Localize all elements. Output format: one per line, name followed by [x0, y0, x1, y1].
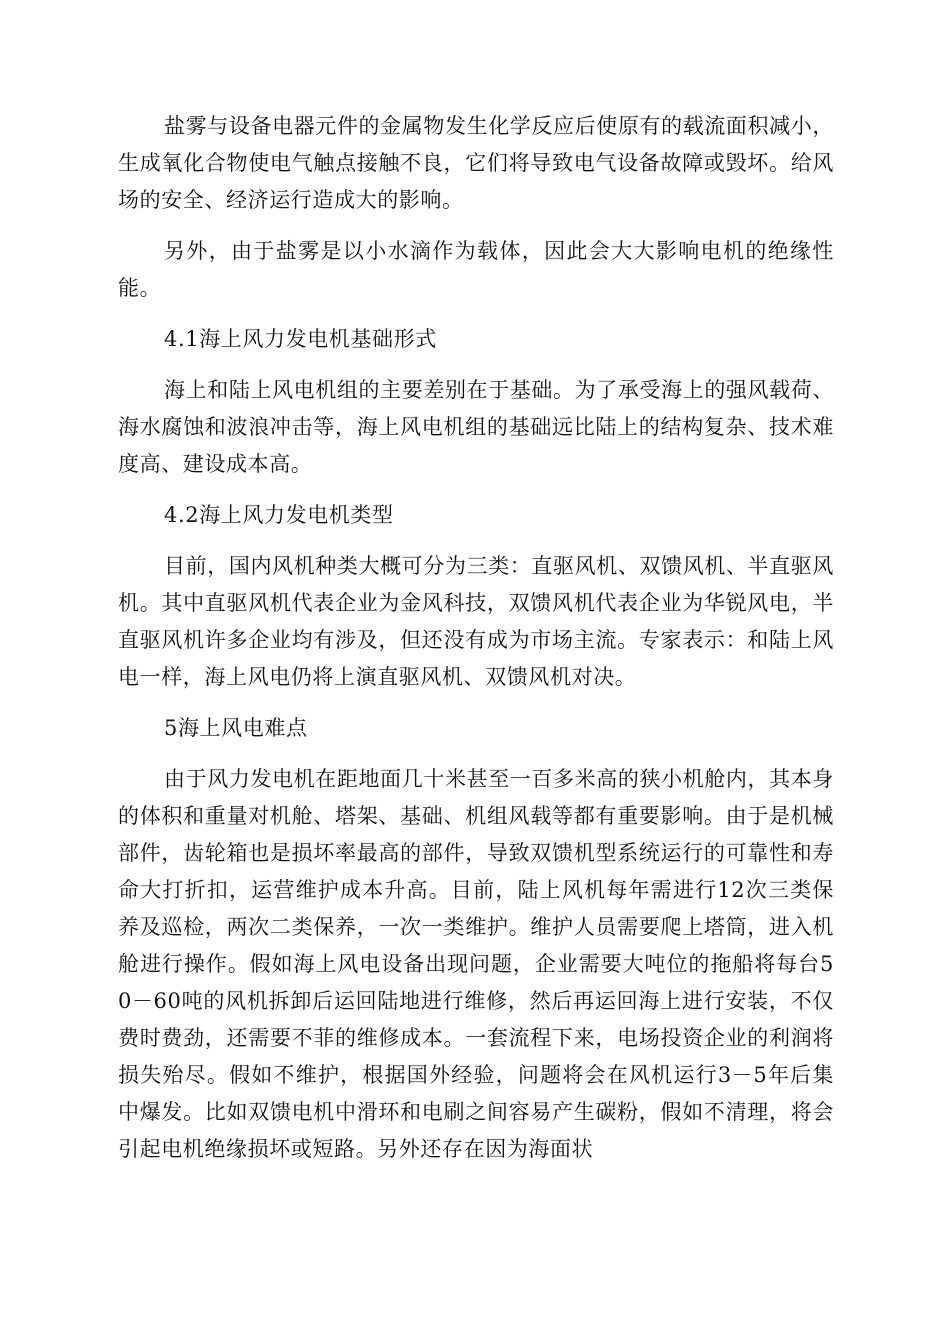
paragraph-turbine-types: 目前，国内风机种类大概可分为三类：直驱风机、双馈风机、半直驱风机。其中直驱风机代表企业为金风科技，双馈风机代表企业为华锐风电，半直驱风机许多企业均有涉及，但还没有成为市场主流。专家表示：和陆上风电一样，海上风电仍将上演直驱风机、双馈风机对决。 — [118, 554, 834, 689]
section-heading-5: 5海上风电难点 — [164, 716, 308, 740]
paragraph-foundation-difference: 海上和陆上风电机组的主要差别在于基础。为了承受海上的强风载荷、海水腐蚀和波浪冲击等，海上风电机组的基础远比陆上的结构复杂、技术难度高、建设成本高。 — [118, 378, 834, 476]
paragraph-salt-fog-corrosion: 盐雾与设备电器元件的金属物发生化学反应后使原有的载流面积减小，生成氧化合物使电气触点接触不良，它们将导致电气设备故障或毁坏。给风场的安全、经济运行造成大的影响。 — [118, 114, 834, 212]
paragraph-insulation-impact: 另外，由于盐雾是以小水滴作为载体，因此会大大影响电机的绝缘性能。 — [118, 239, 834, 300]
section-heading-4-2: 4.2海上风力发电机类型 — [164, 503, 394, 527]
section-heading-4-1: 4.1海上风力发电机基础形式 — [164, 327, 437, 351]
paragraph-offshore-difficulties: 由于风力发电机在距地面几十米甚至一百多米高的狭小机舱内，其本身的体积和重量对机舱、塔架、基础、机组风载等都有重要影响。由于是机械部件，齿轮箱也是损坏率最高的部件，导致双馈机型系统运行的可靠性和寿命大打折扣，运营维护成本升高。目前，陆上风机每年需进行12次三类保养及巡检，两次二类保养，一次一类维护。维护人员需要爬上塔筒，进入机舱进行操作。假如海上风电设备出现问题，企业需要大吨位的拖船将每台50－60吨的风机拆卸后运回陆地进行维修，然后再运回海上进行安装，不仅费时费劲，还需要不菲的维修成本。一套流程下来，电场投资企业的利润将损失殆尽。假如不维护，根据国外经验，问题将会在风机运行3－5年后集中爆发。比如双馈电机中滑环和电刷之间容易产生碳粉，假如不清理，将会引起电机绝缘损坏或短路。另外还存在因为海面状 — [118, 767, 834, 1161]
document-page — [118, 108, 834, 1182]
